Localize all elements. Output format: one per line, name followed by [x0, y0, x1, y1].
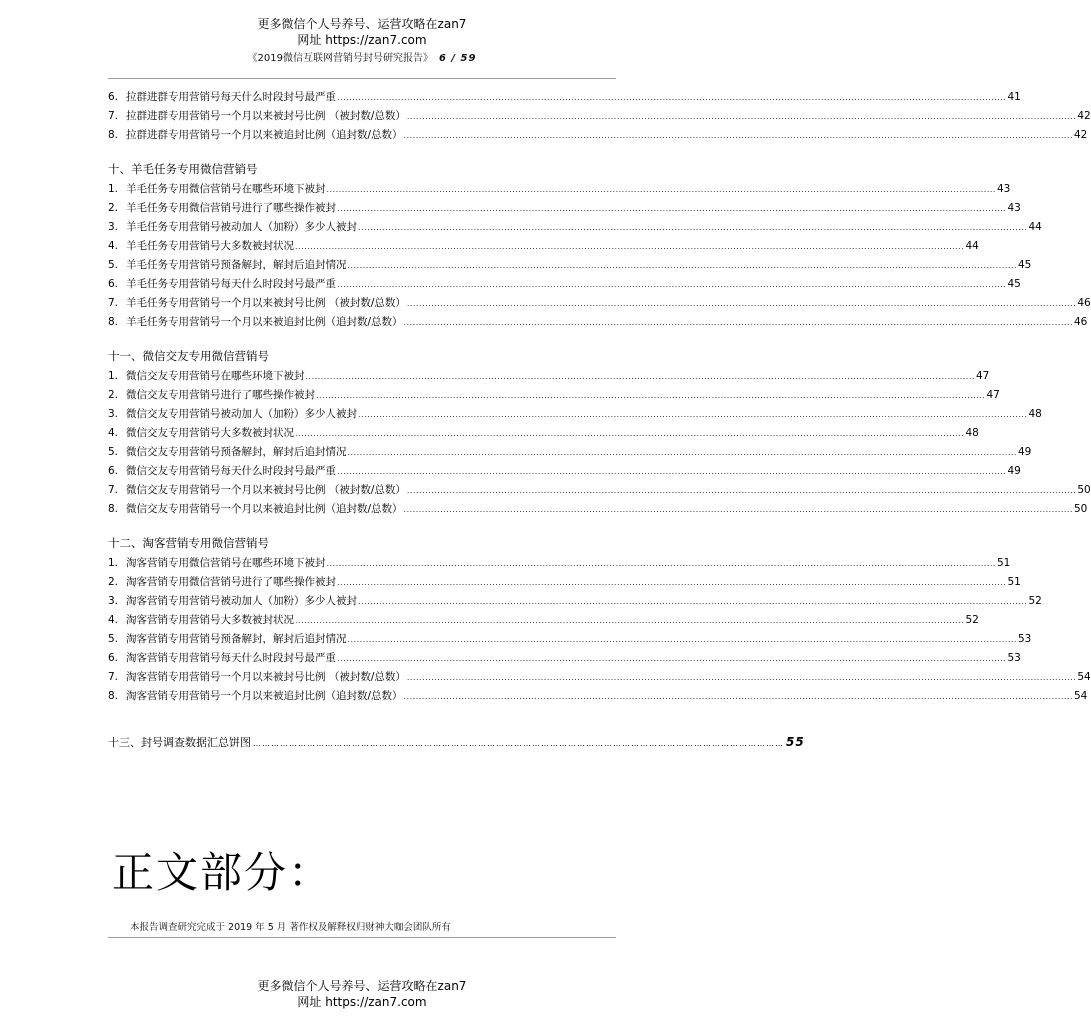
toc-entry[interactable]	[108, 630, 1032, 649]
toc-entry-number: 6.	[108, 278, 119, 290]
toc-entry-text: 羊毛任务专用营销号一个月以来被追封比例（追封数/总数）	[126, 316, 403, 328]
toc-entry[interactable]	[108, 88, 1021, 107]
toc-entry[interactable]	[108, 107, 1091, 126]
toc-leader-dots: ............................................................................................................................................................................................................................	[347, 261, 1017, 270]
toc-entry-page: 46	[1077, 297, 1091, 309]
toc-leader-dots: ............................................................................................................................................................................................................................	[406, 299, 1077, 308]
toc-entry[interactable]	[108, 611, 979, 630]
toc-entry-number: 5.	[108, 259, 119, 271]
page-indicator: 6 / 59	[438, 53, 477, 64]
toc-entry[interactable]	[108, 275, 1021, 294]
toc-entry-page: 53	[1007, 652, 1021, 664]
running-header	[0, 52, 724, 66]
toc-entry[interactable]	[108, 313, 1088, 332]
toc-entry-number: 8.	[108, 129, 119, 141]
toc-entry[interactable]	[108, 573, 1021, 592]
toc-entry-page: 44	[1028, 221, 1042, 233]
toc-entry-page: 45	[1007, 278, 1021, 290]
copyright-notice: 本报告调查研究完成于 2019 年 5 月 著作权及解释权归财神大咖会团队所有	[130, 922, 451, 933]
toc-entry-number: 7.	[108, 484, 119, 496]
body-section-heading: 正文部分：	[112, 848, 333, 897]
toc-entry[interactable]	[108, 218, 1042, 237]
toc-leader-dots: ............................................................................................................................................................................................................................	[295, 429, 965, 438]
toc-entry[interactable]	[108, 462, 1021, 481]
toc-entry-text: 羊毛任务专用营销号大多数被封状况	[126, 240, 294, 252]
toc-entry-text: 羊毛任务专用微信营销号进行了哪些操作被封	[126, 202, 336, 214]
toc-entry-number: 8.	[108, 690, 119, 702]
toc-entry-page: 43	[996, 183, 1011, 195]
toc-entry-page: 53	[1017, 633, 1032, 645]
toc-entry-text: 拉群进群专用营销号一个月以来被追封比例（追封数/总数）	[126, 129, 403, 141]
toc-entry[interactable]	[108, 592, 1042, 611]
toc-leader-dots: ............................................................................................................................................................................................................................	[358, 223, 1028, 232]
toc-entry[interactable]	[108, 554, 1011, 573]
toc-entry-page: 48	[965, 427, 979, 439]
toc-leader-dots: ............................................................................................................................................................................................................................	[337, 93, 1007, 102]
toc-entry-number: 7.	[108, 297, 119, 309]
toc-entry-text: 羊毛任务专用微信营销号在哪些环境下被封	[126, 183, 326, 195]
toc-entry-text: 微信交友专用营销号进行了哪些操作被封	[126, 389, 315, 401]
toc-entry[interactable]	[108, 668, 1091, 687]
toc-entry-text: 微信交友专用营销号大多数被封状况	[126, 427, 294, 439]
toc-entry-number: 4.	[108, 240, 119, 252]
toc-entry-number: 1.	[108, 183, 119, 195]
toc-section-title[interactable]: 十二、淘客营销专用微信营销号	[108, 536, 269, 550]
toc-leader-dots: ............................................................................................................................................................................................................................	[406, 112, 1077, 121]
toc-entry[interactable]	[108, 424, 979, 443]
toc-entry-number: 8.	[108, 503, 119, 515]
toc-entry-text: 淘客营销专用营销号被动加人（加粉）多少人被封	[126, 595, 357, 607]
bottom-promo-text: 更多微信个人号养号、运营攻略在zan7	[257, 979, 467, 993]
toc-entry-text: 羊毛任务专用营销号一个月以来被封号比例 （被封数/总数）	[126, 297, 406, 309]
toc-entry-number: 4.	[108, 427, 119, 439]
toc-entry-page: 51	[1007, 576, 1021, 588]
toc-entry-text: 羊毛任务专用营销号预备解封，解封后追封情况	[126, 259, 347, 271]
toc-entry-text: 微信交友专用营销号预备解封，解封后追封情况	[126, 446, 347, 458]
toc-entry-number: 6.	[108, 652, 119, 664]
toc-leader-dots: ............................................................................................................................................................................................................................	[326, 559, 996, 568]
toc-entry-number: 2.	[108, 389, 119, 401]
toc-entry-page: 50	[1077, 484, 1091, 496]
toc-entry-page: 49	[1007, 465, 1021, 477]
bottom-url-text: 网址 https://zan7.com	[297, 995, 427, 1009]
toc-leader-dots: ............................................................................................................................................................................................................................	[358, 410, 1028, 419]
toc-entry-text: 淘客营销专用营销号预备解封，解封后追封情况	[126, 633, 347, 645]
toc-entry[interactable]	[108, 126, 1088, 145]
toc-entry-page: 45	[1017, 259, 1032, 271]
footer-divider	[108, 937, 616, 938]
toc-entry[interactable]	[108, 405, 1042, 424]
toc-entry-text: 拉群进群专用营销号一个月以来被封号比例 （被封数/总数）	[126, 110, 406, 122]
toc-entry-page: 43	[1007, 202, 1021, 214]
toc-entry[interactable]	[108, 386, 1000, 405]
toc-leader-dots: ............................................................................................................................................................................................................................	[316, 391, 986, 400]
bottom-promo-banner	[0, 978, 724, 1010]
toc-entry[interactable]	[108, 256, 1032, 275]
top-url-text: 网址 https://zan7.com	[297, 33, 427, 47]
toc-entry-number: 1.	[108, 557, 119, 569]
toc-leader-dots: ……………………………………………………………………………………………………………………………………………………………	[253, 739, 784, 748]
toc-entry-page: 54	[1077, 671, 1091, 683]
toc-entry-text: 拉群进群专用营销号每天什么时段封号最严重	[126, 91, 336, 103]
toc-entry-text: 淘客营销专用营销号一个月以来被封号比例 （被封数/总数）	[126, 671, 406, 683]
toc-summary-entry[interactable]	[108, 734, 805, 750]
toc-entry-page: 49	[1017, 446, 1032, 458]
toc-entry-number: 2.	[108, 202, 119, 214]
toc-entry[interactable]	[108, 237, 979, 256]
toc-summary-text: 十三、封号调查数据汇总饼图	[108, 736, 251, 749]
toc-entry-text: 淘客营销专用营销号大多数被封状况	[126, 614, 294, 626]
toc-leader-dots: ............................................................................................................................................................................................................................	[403, 692, 1073, 701]
toc-entry-page: 52	[965, 614, 979, 626]
toc-entry-text: 微信交友专用营销号一个月以来被追封比例（追封数/总数）	[126, 503, 403, 515]
top-promo-text: 更多微信个人号养号、运营攻略在zan7	[257, 17, 467, 31]
toc-entry-number: 7.	[108, 110, 119, 122]
toc-entry-page: 42	[1077, 110, 1091, 122]
toc-leader-dots: ............................................................................................................................................................................................................................	[337, 578, 1007, 587]
toc-leader-dots: ............................................................................................................................................................................................................................	[406, 673, 1077, 682]
toc-leader-dots: ............................................................................................................................................................................................................................	[403, 318, 1073, 327]
toc-leader-dots: ............................................................................................................................................................................................................................	[347, 635, 1017, 644]
toc-entry-text: 羊毛任务专用营销号每天什么时段封号最严重	[126, 278, 336, 290]
toc-entry-number: 4.	[108, 614, 119, 626]
toc-leader-dots: ............................................................................................................................................................................................................................	[347, 448, 1017, 457]
toc-entry-text: 微信交友专用营销号被动加人（加粉）多少人被封	[126, 408, 357, 420]
toc-entry-number: 2.	[108, 576, 119, 588]
toc-leader-dots: ............................................................................................................................................................................................................................	[337, 467, 1007, 476]
toc-entry[interactable]	[108, 294, 1091, 313]
toc-entry-number: 5.	[108, 446, 119, 458]
toc-entry-page: 48	[1028, 408, 1042, 420]
toc-leader-dots: ............................................................................................................................................................................................................................	[337, 280, 1007, 289]
toc-entry-number: 7.	[108, 671, 119, 683]
toc-leader-dots: ............................................................................................................................................................................................................................	[403, 131, 1073, 140]
toc-leader-dots: ............................................................................................................................................................................................................................	[295, 242, 965, 251]
toc-entry-page: 54	[1074, 690, 1088, 702]
toc-leader-dots: ............................................................................................................................................................................................................................	[337, 654, 1007, 663]
toc-entry-page: 46	[1074, 316, 1088, 328]
toc-leader-dots: ............................................................................................................................................................................................................................	[295, 616, 965, 625]
toc-entry-text: 微信交友专用营销号每天什么时段封号最严重	[126, 465, 336, 477]
toc-entry-number: 3.	[108, 408, 119, 420]
toc-leader-dots: ............................................................................................................................................................................................................................	[326, 185, 996, 194]
toc-entry[interactable]	[108, 443, 1032, 462]
toc-summary-page: 55	[786, 735, 805, 749]
toc-entry[interactable]	[108, 367, 990, 386]
toc-entry-text: 羊毛任务专用营销号被动加人（加粉）多少人被封	[126, 221, 357, 233]
toc-entry-page: 47	[975, 370, 990, 382]
toc-entry-number: 3.	[108, 221, 119, 233]
toc-entry-number: 8.	[108, 316, 119, 328]
toc-entry-text: 淘客营销专用营销号每天什么时段封号最严重	[126, 652, 336, 664]
toc-entry-text: 淘客营销专用营销号一个月以来被追封比例（追封数/总数）	[126, 690, 403, 702]
toc-leader-dots: ............................................................................................................................................................................................................................	[403, 505, 1073, 514]
toc-entry-text: 淘客营销专用微信营销号在哪些环境下被封	[126, 557, 326, 569]
toc-entry[interactable]	[108, 687, 1088, 706]
toc-section-title[interactable]: 十、羊毛任务专用微信营销号	[108, 162, 258, 176]
toc-entry-page: 51	[996, 557, 1011, 569]
toc-entry[interactable]	[108, 199, 1021, 218]
toc-entry-page: 52	[1028, 595, 1042, 607]
toc-entry-number: 6.	[108, 91, 119, 103]
toc-entry-text: 淘客营销专用微信营销号进行了哪些操作被封	[126, 576, 336, 588]
toc-leader-dots: ............................................................................................................................................................................................................................	[406, 486, 1077, 495]
table-of-contents	[108, 88, 1091, 706]
toc-entry[interactable]	[108, 500, 1088, 519]
toc-entry-text: 微信交友专用营销号在哪些环境下被封	[126, 370, 305, 382]
toc-entry-page: 50	[1074, 503, 1088, 515]
toc-entry[interactable]	[108, 481, 1091, 500]
toc-entry-number: 5.	[108, 633, 119, 645]
toc-entry-text: 微信交友专用营销号一个月以来被封号比例 （被封数/总数）	[126, 484, 406, 496]
toc-entry[interactable]	[108, 649, 1021, 668]
top-promo-banner	[0, 16, 724, 48]
toc-entry-page: 47	[986, 389, 1000, 401]
toc-entry-number: 6.	[108, 465, 119, 477]
toc-entry-number: 1.	[108, 370, 119, 382]
header-divider	[108, 78, 616, 79]
toc-entry-page: 44	[965, 240, 979, 252]
toc-leader-dots: ............................................................................................................................................................................................................................	[305, 372, 975, 381]
toc-leader-dots: ............................................................................................................................................................................................................................	[337, 204, 1007, 213]
toc-section-title[interactable]: 十一、微信交友专用微信营销号	[108, 349, 269, 363]
report-title: 《2019微信互联网营销号封号研究报告》	[247, 53, 433, 64]
toc-entry-page: 41	[1007, 91, 1021, 103]
toc-entry-page: 42	[1074, 129, 1088, 141]
toc-entry[interactable]	[108, 180, 1011, 199]
toc-leader-dots: ............................................................................................................................................................................................................................	[358, 597, 1028, 606]
toc-entry-number: 3.	[108, 595, 119, 607]
